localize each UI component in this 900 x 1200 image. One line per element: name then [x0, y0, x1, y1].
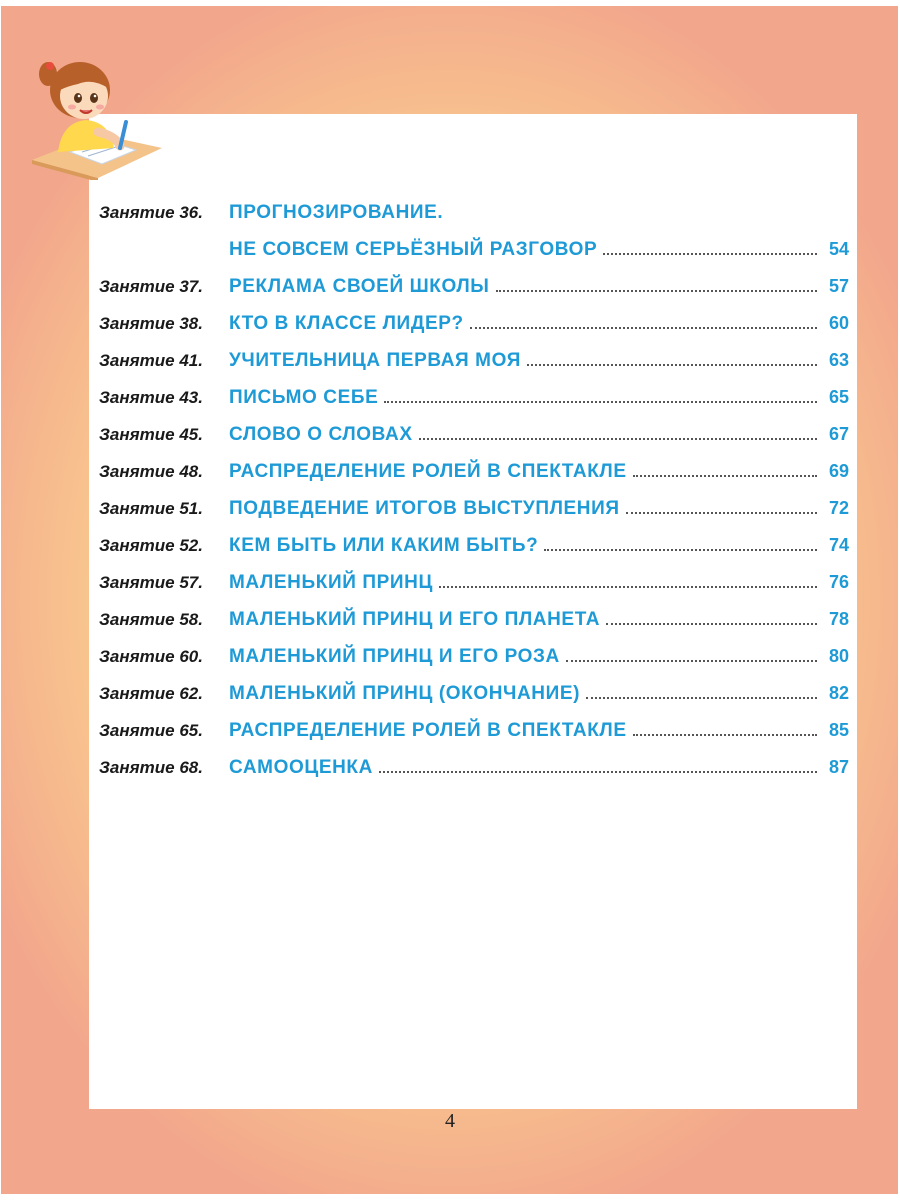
lesson-label: Занятие 51.: [99, 499, 203, 518]
toc-entry: [229, 424, 849, 446]
lesson-label: Занятие 65.: [99, 721, 203, 740]
lesson-title: СЛОВО О СЛОВАХ: [229, 424, 413, 445]
page-ref: 72: [828, 498, 849, 518]
toc-row: [99, 202, 849, 239]
page-ref: 85: [828, 720, 849, 740]
lesson-title: ПОДВЕДЕНИЕ ИТОГОВ ВЫСТУПЛЕНИЯ: [229, 498, 620, 519]
toc-entry: [229, 387, 849, 409]
lesson-title: КЕМ БЫТЬ ИЛИ КАКИМ БЫТЬ?: [229, 535, 539, 556]
lesson-label: Занятие 38.: [99, 314, 203, 333]
lesson-label: Занятие 58.: [99, 610, 203, 629]
dot-leader: [527, 364, 817, 366]
toc-entry: [229, 202, 849, 224]
toc-entry: [229, 720, 849, 742]
page-ref: 57: [828, 276, 849, 296]
dot-leader: [544, 549, 817, 551]
dot-leader: [633, 734, 817, 736]
lesson-label: Занятие 36.: [99, 203, 203, 222]
page-ref: 54: [828, 239, 849, 259]
toc-entry: [229, 683, 849, 705]
toc-entry: [229, 757, 849, 779]
page-ref: 87: [828, 757, 849, 777]
lesson-title: МАЛЕНЬКИЙ ПРИНЦ: [229, 572, 433, 593]
toc-row: [99, 350, 849, 387]
toc-entry: [229, 572, 849, 594]
dot-leader: [603, 253, 817, 255]
lesson-title: МАЛЕНЬКИЙ ПРИНЦ И ЕГО ПЛАНЕТА: [229, 609, 601, 630]
page-ref: 82: [828, 683, 849, 703]
lesson-label: Занятие 37.: [99, 277, 203, 296]
dot-leader: [633, 475, 817, 477]
page-number: 4: [445, 1110, 455, 1132]
lesson-label: Занятие 43.: [99, 388, 203, 407]
table-of-contents: [99, 202, 849, 794]
lesson-title: РАСПРЕДЕЛЕНИЕ РОЛЕЙ В СПЕКТАКЛЕ: [229, 461, 627, 482]
toc-entry: [229, 498, 849, 520]
page-ref: 76: [828, 572, 849, 592]
page-ref: 67: [828, 424, 849, 444]
toc-row: [99, 572, 849, 609]
page-ref: 63: [828, 350, 849, 370]
toc-row: [99, 609, 849, 646]
lesson-title: САМООЦЕНКА: [229, 757, 373, 778]
lesson-label: Занятие 52.: [99, 536, 203, 555]
toc-row: [99, 276, 849, 313]
lesson-label: Занятие 60.: [99, 647, 203, 666]
page-ref: 69: [828, 461, 849, 481]
page-ref: 80: [828, 646, 849, 666]
toc-entry: [229, 646, 849, 668]
lesson-label: Занятие 45.: [99, 425, 203, 444]
dot-leader: [439, 586, 817, 588]
dot-leader: [626, 512, 817, 514]
lesson-title: КТО В КЛАССЕ ЛИДЕР?: [229, 313, 464, 334]
dot-leader: [566, 660, 817, 662]
lesson-title: МАЛЕНЬКИЙ ПРИНЦ И ЕГО РОЗА: [229, 646, 560, 667]
lesson-title: РАСПРЕДЕЛЕНИЕ РОЛЕЙ В СПЕКТАКЛЕ: [229, 720, 627, 741]
lesson-title: УЧИТЕЛЬНИЦА ПЕРВАЯ МОЯ: [229, 350, 521, 371]
toc-row: [99, 424, 849, 461]
lesson-title: НЕ СОВСЕМ СЕРЬЁЗНЫЙ РАЗГОВОР: [229, 239, 598, 260]
toc-entry: [229, 461, 849, 483]
toc-row: [99, 535, 849, 572]
girl-writing-at-desk-icon: [28, 52, 168, 180]
lesson-label: Занятие 41.: [99, 351, 203, 370]
toc-row: [99, 461, 849, 498]
page-ref: 65: [828, 387, 849, 407]
toc-row: [99, 387, 849, 424]
content-panel: [89, 114, 857, 1109]
dot-leader: [496, 290, 817, 292]
page-ref: 74: [828, 535, 849, 555]
lesson-label: Занятие 62.: [99, 684, 203, 703]
toc-row: [99, 239, 849, 276]
toc-entry: [229, 609, 849, 631]
dot-leader: [470, 327, 817, 329]
dot-leader: [384, 401, 817, 403]
toc-entry: [229, 276, 849, 298]
dot-leader: [586, 697, 817, 699]
toc-row: [99, 757, 849, 794]
toc-entry: [229, 239, 849, 261]
page-ref: 78: [828, 609, 849, 629]
dot-leader: [419, 438, 817, 440]
toc-row: [99, 498, 849, 535]
dot-leader: [379, 771, 817, 773]
toc-row: [99, 313, 849, 350]
toc-row: [99, 720, 849, 757]
lesson-title: ПИСЬМО СЕБЕ: [229, 387, 379, 408]
lesson-label: Занятие 68.: [99, 758, 203, 777]
toc-entry: [229, 535, 849, 557]
page-frame: [1, 6, 898, 1194]
lesson-title: РЕКЛАМА СВОЕЙ ШКОЛЫ: [229, 276, 490, 297]
lesson-label: Занятие 57.: [99, 573, 203, 592]
toc-row: [99, 646, 849, 683]
lesson-title: МАЛЕНЬКИЙ ПРИНЦ (ОКОНЧАНИЕ): [229, 683, 581, 704]
page-ref: 60: [828, 313, 849, 333]
lesson-title: ПРОГНОЗИРОВАНИЕ.: [229, 202, 444, 223]
lesson-label: Занятие 48.: [99, 462, 203, 481]
dot-leader: [606, 623, 817, 625]
toc-row: [99, 683, 849, 720]
toc-entry: [229, 350, 849, 372]
toc-entry: [229, 313, 849, 335]
